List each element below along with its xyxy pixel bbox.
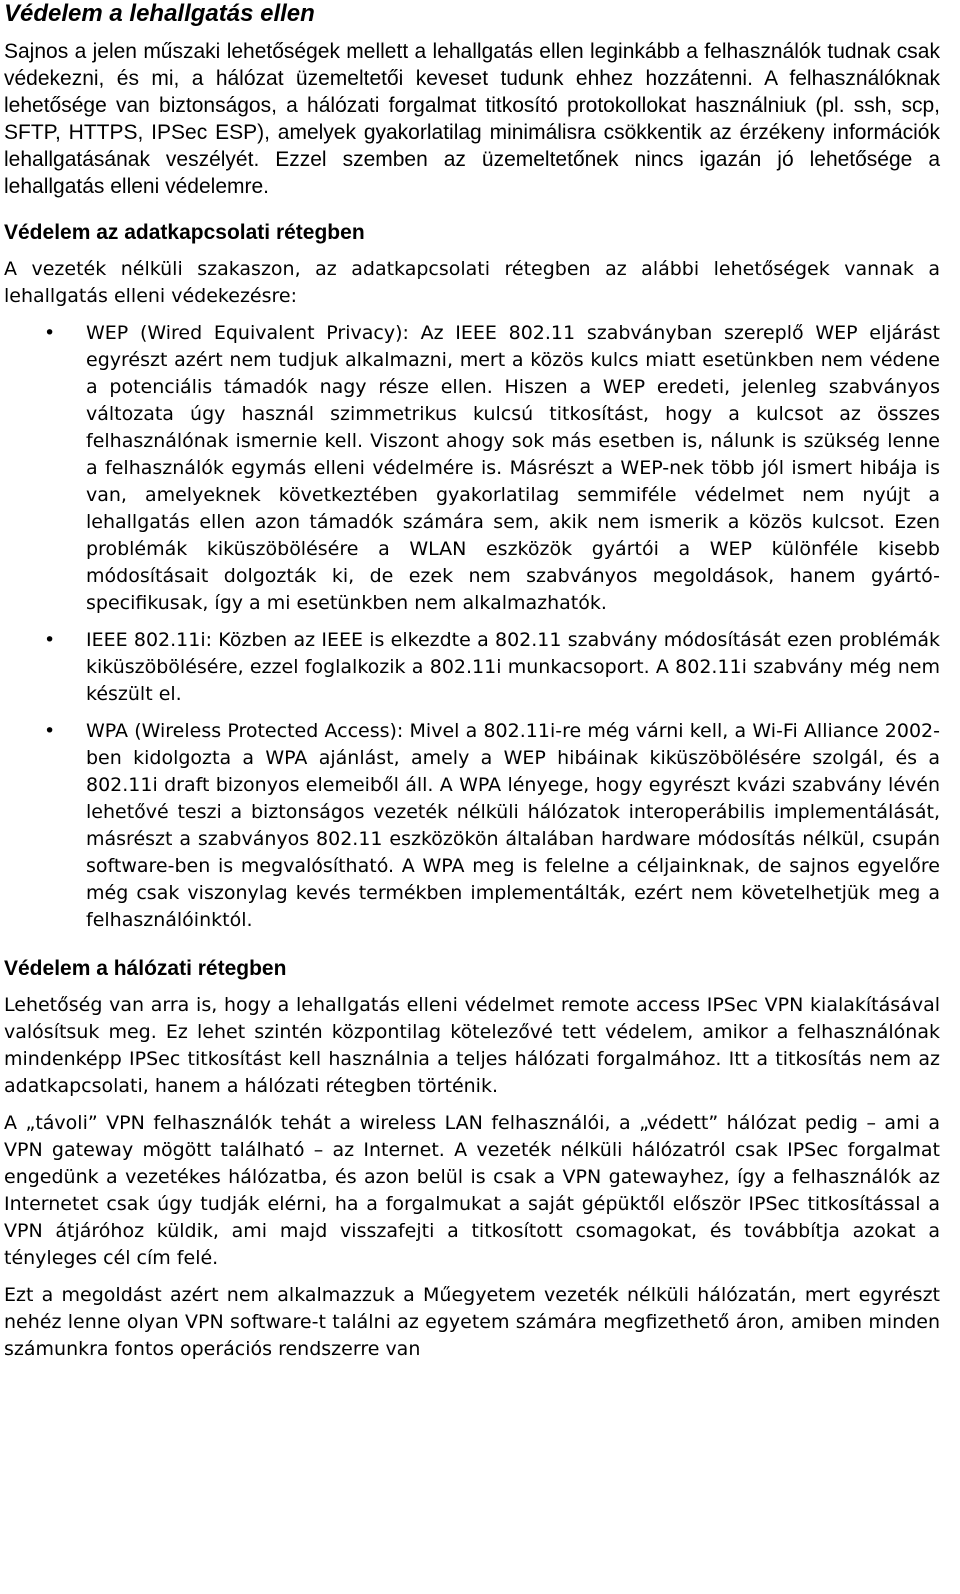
spacer bbox=[4, 28, 940, 38]
document-page bbox=[4, 0, 940, 1363]
spacer bbox=[4, 1100, 940, 1110]
spacer bbox=[4, 310, 940, 320]
list-item-text: WEP (Wired Equivalent Privacy): Az IEEE 802.11 szabványban szereplő WEP eljárást egyrészt azért nem tudjuk alkalmazni, mert a közös kulcs miatt esetünkben nem védene a potenciális támadók nagy része ellen. Hiszen a WEP eredeti, jelenleg szabványos változata úgy használ szimmetrikus kulcsú titkosítást, hogy a kulcsot az összes felhasználónak ismernie kell. Viszont ahogy sok más esetben is, nálunk is szükség lenne a felhasználók egymás elleni védelmére is. Másrészt a WEP-nek több jól ismert hibája is van, amelyeknek következtében gyakorlatilag semmiféle védelmet nem nyújt a lehallgatás ellen azon támadók számára sem, akik nem ismerik a közös kulcsot. Ezen problémák kiküszöbölésére a WLAN eszközök gyártói a WEP különféle kisebb módosításait dolgozták ki, de ezek nem szabványos megoldások, hanem gyártó-specifikusak, így a mi esetünkben nem alkalmazhatók. bbox=[86, 322, 940, 614]
paragraph-eavesdropping-intro: Sajnos a jelen műszaki lehetőségek mellett a lehallgatás ellen leginkább a felhasználók tudnak csak védekezni, és mi, a hálózat üzemeltetői keveset tudunk ehhez hozzátenni. A felhasználóknak lehetősége van biztonságos, a hálózati forgalmat titkosító protokollokat használniuk (pl. ssh, scp, SFTP, HTTPS, IPSec ESP), amelyek gyakorlatilag minimálisra csökkentik az érzékeny információk lehallgatásának veszélyét. Ezzel szemben az üzemeltetőnek nincs igazán jó lehetősége a lehallgatás elleni védelemre. bbox=[4, 40, 940, 198]
spacer bbox=[4, 617, 940, 627]
spacer bbox=[4, 934, 940, 956]
spacer bbox=[4, 200, 940, 220]
spacer bbox=[4, 246, 940, 256]
section-title-datalink: Védelem az adatkapcsolati rétegben bbox=[4, 221, 365, 244]
list-item-text: IEEE 802.11i: Közben az IEEE is elkezdte a 802.11 szabvány módosítását ezen problémák kiküszöbölésére, ezzel foglalkozik a 802.11i munkacsoport. A 802.11i szabvány még nem készült el. bbox=[86, 629, 940, 705]
paragraph-network-layer-2: A „távoli” VPN felhasználók tehát a wireless LAN felhasználói, a „védett” hálózat pedig – ami a VPN gateway mögött található – az Internet. A vezeték nélküli hálózatról csak IPSec forgalmat engedünk a vezetékes hálózatba, és azon belül is csak a VPN gatewayhez, így a felhasználók az Internetet csak úgy tudják elérni, ha a forgalmukat a saját gépüktől először IPSec titkosítással a VPN átjáróhoz küldik, ami majd visszafejti a titkosított csomagokat, és továbbítja azokat a tényleges cél cím felé. bbox=[4, 1112, 940, 1269]
spacer bbox=[4, 982, 940, 992]
list-item-wpa bbox=[4, 718, 940, 934]
paragraph-datalink-intro: A vezeték nélküli szakaszon, az adatkapcsolati rétegben az alábbi lehetőségek vannak a lehallgatás elleni védekezésre: bbox=[4, 258, 940, 307]
section-title-network-layer: Védelem a hálózati rétegben bbox=[4, 957, 287, 980]
bullet-icon: • bbox=[44, 720, 56, 742]
spacer bbox=[4, 708, 940, 718]
paragraph-network-layer-1: Lehetőség van arra is, hogy a lehallgatás elleni védelmet remote access IPSec VPN kialakításával valósítsuk meg. Ez lehet szintén központilag kötelezővé tett védelem, amikor a felhasználónak mindenképp IPSec titkosítást kell használnia a teljes hálózati forgalmához. Itt a titkosítás nem az adatkapcsolati, hanem a hálózati rétegben történik. bbox=[4, 994, 940, 1097]
list-item-wep bbox=[4, 320, 940, 617]
datalink-options-list bbox=[4, 320, 940, 934]
bullet-icon: • bbox=[44, 322, 56, 344]
list-item-ieee-80211i bbox=[4, 627, 940, 708]
spacer bbox=[4, 1272, 940, 1282]
paragraph-network-layer-3: Ezt a megoldást azért nem alkalmazzuk a Műegyetem vezeték nélküli hálózatán, mert egyrészt nehéz lenne olyan VPN software-t találni az egyetem számára megfizethető áron, amiben minden számunkra fontos operációs rendszerre van bbox=[4, 1284, 940, 1360]
list-item-text: WPA (Wireless Protected Access): Mivel a 802.11i-re még várni kell, a Wi-Fi Alliance 2002-ben kidolgozta a WPA ajánlást, amely a WEP hibáinak kiküszöbölésére szolgál, és a 802.11i draft bizonyos elemeiből áll. A WPA lényege, hogy egyrészt kvázi szabvány lévén lehetővé teszi a biztonságos vezeték nélküli hálózatok interoperábilis implementálását, másrészt a szabványos 802.11 eszközökön általában hardware módosítás nélkül, csupán software-ben is megvalósítható. A WPA meg is felelne a céljainknak, de sajnos egyelőre még csak viszonylag kevés termékben implementálták, ezért nem követelhetjük meg a felhasználóinktól. bbox=[86, 720, 940, 931]
bullet-icon: • bbox=[44, 629, 56, 651]
section-title-eavesdropping: Védelem a lehallgatás ellen bbox=[4, 0, 315, 27]
